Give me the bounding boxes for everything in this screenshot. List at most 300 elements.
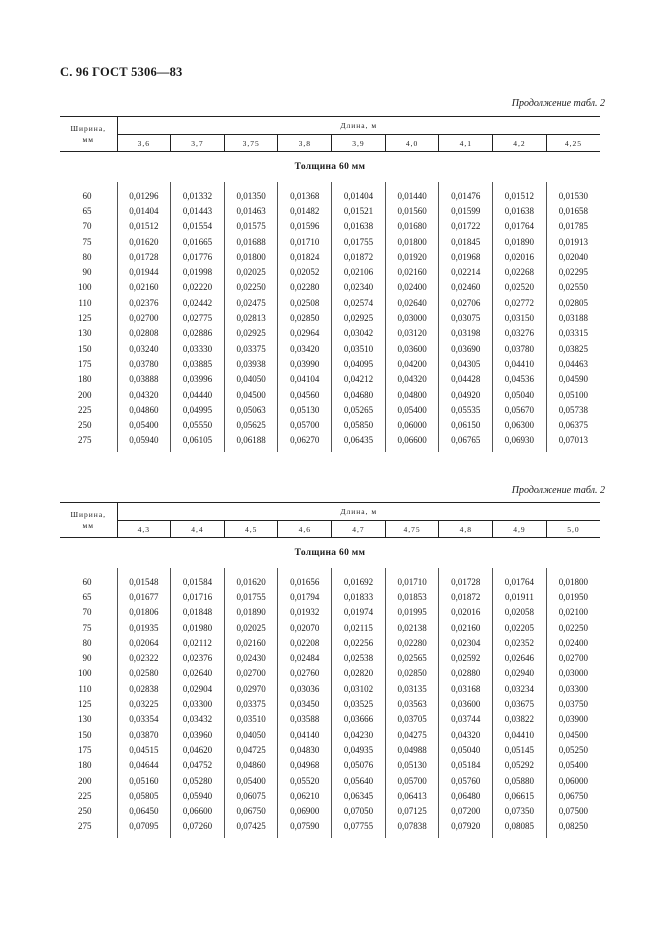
table-row [60, 727, 600, 742]
volume-cell: 0,02646 [493, 650, 547, 665]
volume-cell: 0,03888 [117, 372, 171, 387]
width-cell: 80 [82, 637, 92, 648]
volume-cell: 0,04095 [332, 356, 386, 371]
volume-cell: 0,01512 [117, 219, 171, 234]
width-header-label: Ширина, [70, 124, 107, 133]
volume-cell: 0,01913 [546, 234, 600, 249]
volume-cell: 0,01512 [493, 188, 547, 203]
volume-cell: 0,02805 [546, 295, 600, 310]
volume-cell: 0,07590 [278, 819, 332, 838]
volume-cell: 0,01845 [439, 234, 493, 249]
length-column-header: 4,3 [117, 521, 171, 538]
width-cell: 275 [78, 821, 92, 832]
volume-cell: 0,04800 [385, 387, 439, 402]
volume-cell: 0,01296 [117, 188, 171, 203]
volume-cell: 0,07050 [332, 803, 386, 818]
table-row [60, 280, 600, 295]
volume-cell: 0,01944 [117, 264, 171, 279]
volume-cell: 0,08085 [493, 819, 547, 838]
volume-cell: 0,04830 [278, 742, 332, 757]
volume-cell: 0,01911 [493, 589, 547, 604]
continuation-label: Продолжение табл. 2 [511, 485, 605, 496]
volume-table [60, 502, 600, 838]
width-cell: 250 [78, 420, 92, 431]
volume-cell: 0,01665 [171, 234, 225, 249]
volume-cell: 0,02220 [171, 280, 225, 295]
volume-cell: 0,08250 [546, 819, 600, 838]
volume-cell: 0,02700 [224, 666, 278, 681]
volume-cell: 0,04230 [332, 727, 386, 742]
volume-cell: 0,02208 [278, 635, 332, 650]
volume-cell: 0,01800 [224, 249, 278, 264]
length-column-header: 3,8 [278, 135, 332, 152]
volume-cell: 0,06000 [546, 773, 600, 788]
volume-cell: 0,04463 [546, 356, 600, 371]
volume-cell: 0,01677 [117, 589, 171, 604]
volume-cell: 0,06765 [439, 433, 493, 452]
volume-cell: 0,03420 [278, 341, 332, 356]
volume-cell: 0,02808 [117, 326, 171, 341]
volume-cell: 0,03780 [117, 356, 171, 371]
volume-cell: 0,06930 [493, 433, 547, 452]
width-cell: 125 [78, 313, 92, 324]
volume-cell: 0,07125 [385, 803, 439, 818]
volume-cell: 0,02970 [224, 681, 278, 696]
volume-cell: 0,03075 [439, 310, 493, 325]
volume-cell: 0,05700 [278, 417, 332, 432]
volume-cell: 0,06300 [493, 417, 547, 432]
table-row [60, 387, 600, 402]
volume-cell: 0,02880 [439, 666, 493, 681]
volume-cell: 0,02775 [171, 310, 225, 325]
volume-cell: 0,04515 [117, 742, 171, 757]
width-cell: 130 [78, 714, 92, 725]
volume-cell: 0,05400 [117, 417, 171, 432]
volume-cell: 0,03432 [171, 712, 225, 727]
volume-cell: 0,02904 [171, 681, 225, 696]
volume-cell: 0,03666 [332, 712, 386, 727]
volume-cell: 0,03996 [171, 372, 225, 387]
table-row [60, 696, 600, 711]
volume-cell: 0,04935 [332, 742, 386, 757]
volume-cell: 0,01638 [493, 203, 547, 218]
width-cell: 130 [78, 328, 92, 339]
volume-cell: 0,04410 [493, 727, 547, 742]
table-row [60, 650, 600, 665]
volume-cell: 0,03780 [493, 341, 547, 356]
table-row [60, 372, 600, 387]
volume-cell: 0,03375 [224, 696, 278, 711]
length-column-header: 4,2 [493, 135, 547, 152]
volume-cell: 0,06450 [117, 803, 171, 818]
width-cell: 90 [82, 653, 92, 664]
volume-cell: 0,01440 [385, 188, 439, 203]
volume-cell: 0,03600 [439, 696, 493, 711]
volume-cell: 0,01806 [117, 605, 171, 620]
volume-cell: 0,03600 [385, 341, 439, 356]
volume-cell: 0,02772 [493, 295, 547, 310]
width-cell: 180 [78, 760, 92, 771]
volume-cell: 0,01776 [171, 249, 225, 264]
page-header: С. 96 ГОСТ 5306—83 [60, 65, 183, 79]
thickness-label: Толщина 60 мм [294, 548, 366, 558]
volume-cell: 0,05805 [117, 788, 171, 803]
volume-cell: 0,01728 [439, 574, 493, 589]
table-row [60, 433, 600, 452]
table-row [60, 635, 600, 650]
volume-cell: 0,03198 [439, 326, 493, 341]
volume-cell: 0,02700 [546, 650, 600, 665]
volume-cell: 0,04995 [171, 402, 225, 417]
volume-cell: 0,05265 [332, 402, 386, 417]
volume-cell: 0,01596 [278, 219, 332, 234]
volume-cell: 0,03900 [546, 712, 600, 727]
volume-cell: 0,02640 [385, 295, 439, 310]
volume-cell: 0,06615 [493, 788, 547, 803]
volume-cell: 0,01764 [493, 219, 547, 234]
volume-cell: 0,03705 [385, 712, 439, 727]
volume-cell: 0,01794 [278, 589, 332, 604]
volume-cell: 0,03885 [171, 356, 225, 371]
volume-cell: 0,01443 [171, 203, 225, 218]
volume-cell: 0,05550 [171, 417, 225, 432]
volume-cell: 0,05535 [439, 402, 493, 417]
volume-cell: 0,05520 [278, 773, 332, 788]
volume-cell: 0,03960 [171, 727, 225, 742]
volume-cell: 0,03000 [546, 666, 600, 681]
volume-cell: 0,03675 [493, 696, 547, 711]
volume-cell: 0,04860 [224, 758, 278, 773]
table-row [60, 605, 600, 620]
volume-cell: 0,03938 [224, 356, 278, 371]
width-cell: 175 [78, 744, 92, 755]
volume-cell: 0,03330 [171, 341, 225, 356]
volume-cell: 0,07350 [493, 803, 547, 818]
table-row [60, 574, 600, 589]
volume-cell: 0,01722 [439, 219, 493, 234]
width-header [60, 117, 117, 152]
volume-cell: 0,01521 [332, 203, 386, 218]
volume-cell: 0,01800 [546, 574, 600, 589]
volume-cell: 0,06270 [278, 433, 332, 452]
width-cell: 100 [78, 668, 92, 679]
width-cell: 60 [82, 190, 92, 201]
volume-cell: 0,04320 [117, 387, 171, 402]
volume-cell: 0,02352 [493, 635, 547, 650]
volume-cell: 0,03225 [117, 696, 171, 711]
volume-cell: 0,02850 [278, 310, 332, 325]
width-cell: 100 [78, 282, 92, 293]
volume-cell: 0,02813 [224, 310, 278, 325]
width-header [60, 503, 117, 538]
length-column-header: 4,1 [439, 135, 493, 152]
volume-cell: 0,01872 [439, 589, 493, 604]
volume-cell: 0,01932 [278, 605, 332, 620]
volume-cell: 0,03525 [332, 696, 386, 711]
volume-cell: 0,06188 [224, 433, 278, 452]
volume-cell: 0,01890 [493, 234, 547, 249]
volume-cell: 0,02550 [546, 280, 600, 295]
volume-cell: 0,01584 [171, 574, 225, 589]
width-cell: 180 [78, 374, 92, 385]
volume-cell: 0,04410 [493, 356, 547, 371]
volume-cell: 0,06750 [546, 788, 600, 803]
volume-cell: 0,05076 [332, 758, 386, 773]
volume-cell: 0,02064 [117, 635, 171, 650]
volume-cell: 0,03375 [224, 341, 278, 356]
width-cell: 200 [78, 775, 92, 786]
volume-cell: 0,01950 [546, 589, 600, 604]
width-header-unit: мм [82, 135, 94, 144]
volume-cell: 0,05184 [439, 758, 493, 773]
length-column-header: 4,0 [385, 135, 439, 152]
volume-cell: 0,04860 [117, 402, 171, 417]
volume-cell: 0,02115 [332, 620, 386, 635]
width-cell: 110 [78, 683, 92, 694]
volume-cell: 0,03354 [117, 712, 171, 727]
volume-cell: 0,02580 [117, 666, 171, 681]
volume-cell: 0,05940 [171, 788, 225, 803]
volume-cell: 0,02280 [278, 280, 332, 295]
volume-cell: 0,07260 [171, 819, 225, 838]
volume-cell: 0,04500 [224, 387, 278, 402]
length-column-header: 4,7 [332, 521, 386, 538]
width-cell: 80 [82, 251, 92, 262]
volume-cell: 0,01872 [332, 249, 386, 264]
volume-cell: 0,04920 [439, 387, 493, 402]
volume-cell: 0,04500 [546, 727, 600, 742]
volume-cell: 0,01716 [171, 589, 225, 604]
table-row [60, 742, 600, 757]
volume-cell: 0,01350 [224, 188, 278, 203]
volume-cell: 0,07838 [385, 819, 439, 838]
volume-cell: 0,01368 [278, 188, 332, 203]
volume-cell: 0,07920 [439, 819, 493, 838]
volume-cell: 0,03102 [332, 681, 386, 696]
volume-cell: 0,01935 [117, 620, 171, 635]
volume-cell: 0,03300 [171, 696, 225, 711]
length-column-header: 4,6 [278, 521, 332, 538]
width-cell: 75 [82, 236, 92, 247]
volume-cell: 0,06105 [171, 433, 225, 452]
length-columns-row [60, 135, 600, 152]
volume-cell: 0,04536 [493, 372, 547, 387]
volume-cell: 0,02640 [171, 666, 225, 681]
volume-cell: 0,02460 [439, 280, 493, 295]
volume-cell: 0,02280 [385, 635, 439, 650]
table-row [60, 620, 600, 635]
table-body [60, 568, 600, 838]
table-row [60, 219, 600, 234]
volume-cell: 0,04050 [224, 372, 278, 387]
volume-cell: 0,01560 [385, 203, 439, 218]
volume-cell: 0,01853 [385, 589, 439, 604]
width-cell: 200 [78, 389, 92, 400]
volume-cell: 0,02138 [385, 620, 439, 635]
length-column-header: 3,9 [332, 135, 386, 152]
volume-cell: 0,01482 [278, 203, 332, 218]
volume-cell: 0,07200 [439, 803, 493, 818]
volume-cell: 0,02214 [439, 264, 493, 279]
length-column-header: 4,9 [493, 521, 547, 538]
volume-cell: 0,02925 [332, 310, 386, 325]
volume-cell: 0,02940 [493, 666, 547, 681]
volume-cell: 0,06375 [546, 417, 600, 432]
table-row [60, 341, 600, 356]
volume-cell: 0,01530 [546, 188, 600, 203]
volume-cell: 0,04305 [439, 356, 493, 371]
volume-cell: 0,02160 [224, 635, 278, 650]
volume-cell: 0,02016 [493, 249, 547, 264]
width-cell: 65 [82, 591, 92, 602]
volume-cell: 0,04104 [278, 372, 332, 387]
volume-cell: 0,05130 [278, 402, 332, 417]
volume-cell: 0,02160 [117, 280, 171, 295]
volume-cell: 0,02025 [224, 620, 278, 635]
volume-cell: 0,06600 [171, 803, 225, 818]
volume-cell: 0,02820 [332, 666, 386, 681]
volume-cell: 0,01728 [117, 249, 171, 264]
volume-cell: 0,03588 [278, 712, 332, 727]
volume-cell: 0,02376 [171, 650, 225, 665]
volume-cell: 0,01995 [385, 605, 439, 620]
volume-cell: 0,01710 [385, 574, 439, 589]
volume-cell: 0,05130 [385, 758, 439, 773]
volume-cell: 0,04680 [332, 387, 386, 402]
volume-cell: 0,01476 [439, 188, 493, 203]
width-cell: 65 [82, 205, 92, 216]
table-row [60, 589, 600, 604]
volume-cell: 0,03690 [439, 341, 493, 356]
table-row [60, 666, 600, 681]
table-row [60, 803, 600, 818]
volume-cell: 0,06900 [278, 803, 332, 818]
volume-cell: 0,03822 [493, 712, 547, 727]
volume-cell: 0,05625 [224, 417, 278, 432]
volume-cell: 0,05400 [546, 758, 600, 773]
volume-cell: 0,05700 [385, 773, 439, 788]
volume-cell: 0,02574 [332, 295, 386, 310]
table-row [60, 264, 600, 279]
volume-cell: 0,06345 [332, 788, 386, 803]
table-row [60, 819, 600, 838]
volume-cell: 0,02376 [117, 295, 171, 310]
volume-cell: 0,02430 [224, 650, 278, 665]
volume-cell: 0,03240 [117, 341, 171, 356]
volume-cell: 0,05760 [439, 773, 493, 788]
width-header-unit: мм [82, 521, 94, 530]
volume-cell: 0,03276 [493, 326, 547, 341]
volume-cell: 0,03168 [439, 681, 493, 696]
volume-cell: 0,04140 [278, 727, 332, 742]
volume-cell: 0,04620 [171, 742, 225, 757]
volume-cell: 0,02700 [117, 310, 171, 325]
width-cell: 75 [82, 622, 92, 633]
volume-cell: 0,05880 [493, 773, 547, 788]
volume-cell: 0,07500 [546, 803, 600, 818]
volume-cell: 0,03000 [385, 310, 439, 325]
volume-cell: 0,02400 [546, 635, 600, 650]
volume-cell: 0,02838 [117, 681, 171, 696]
volume-cell: 0,06150 [439, 417, 493, 432]
volume-cell: 0,05738 [546, 402, 600, 417]
volume-cell: 0,01404 [332, 188, 386, 203]
volume-cell: 0,05640 [332, 773, 386, 788]
volume-cell: 0,05280 [171, 773, 225, 788]
table-row [60, 788, 600, 803]
table-row [60, 758, 600, 773]
volume-cell: 0,06600 [385, 433, 439, 452]
volume-cell: 0,04560 [278, 387, 332, 402]
volume-cell: 0,04428 [439, 372, 493, 387]
table-row [60, 402, 600, 417]
volume-cell: 0,03744 [439, 712, 493, 727]
volume-cell: 0,06000 [385, 417, 439, 432]
volume-cell: 0,05250 [546, 742, 600, 757]
volume-cell: 0,03120 [385, 326, 439, 341]
volume-cell: 0,01785 [546, 219, 600, 234]
length-columns-row [60, 521, 600, 538]
volume-cell: 0,02160 [439, 620, 493, 635]
table-body [60, 182, 600, 452]
volume-cell: 0,02520 [493, 280, 547, 295]
volume-cell: 0,05040 [439, 742, 493, 757]
volume-cell: 0,01764 [493, 574, 547, 589]
volume-cell: 0,03825 [546, 341, 600, 356]
volume-cell: 0,01980 [171, 620, 225, 635]
volume-cell: 0,02886 [171, 326, 225, 341]
length-column-header: 4,4 [171, 521, 225, 538]
volume-cell: 0,02760 [278, 666, 332, 681]
volume-cell: 0,03234 [493, 681, 547, 696]
volume-cell: 0,02442 [171, 295, 225, 310]
volume-cell: 0,02040 [546, 249, 600, 264]
volume-table [60, 116, 600, 452]
volume-cell: 0,05040 [493, 387, 547, 402]
volume-cell: 0,03563 [385, 696, 439, 711]
volume-cell: 0,02508 [278, 295, 332, 310]
volume-cell: 0,01890 [224, 605, 278, 620]
volume-cell: 0,02475 [224, 295, 278, 310]
volume-cell: 0,02706 [439, 295, 493, 310]
length-column-header: 5,0 [546, 521, 600, 538]
volume-cell: 0,02565 [385, 650, 439, 665]
volume-cell: 0,02256 [332, 635, 386, 650]
width-cell: 125 [78, 699, 92, 710]
volume-cell: 0,02100 [546, 605, 600, 620]
volume-cell: 0,04275 [385, 727, 439, 742]
volume-cell: 0,01554 [171, 219, 225, 234]
volume-cell: 0,02070 [278, 620, 332, 635]
length-header: Длина, м [117, 503, 600, 521]
volume-cell: 0,01710 [278, 234, 332, 249]
volume-cell: 0,02160 [385, 264, 439, 279]
volume-cell: 0,02340 [332, 280, 386, 295]
volume-cell: 0,03300 [546, 681, 600, 696]
volume-cell: 0,03510 [332, 341, 386, 356]
volume-cell: 0,04320 [439, 727, 493, 742]
volume-cell: 0,01599 [439, 203, 493, 218]
volume-cell: 0,03150 [493, 310, 547, 325]
volume-cell: 0,07425 [224, 819, 278, 838]
volume-cell: 0,02592 [439, 650, 493, 665]
volume-cell: 0,02250 [546, 620, 600, 635]
width-cell: 90 [82, 267, 92, 278]
volume-cell: 0,02112 [171, 635, 225, 650]
volume-cell: 0,01638 [332, 219, 386, 234]
volume-cell: 0,01824 [278, 249, 332, 264]
table-row [60, 326, 600, 341]
